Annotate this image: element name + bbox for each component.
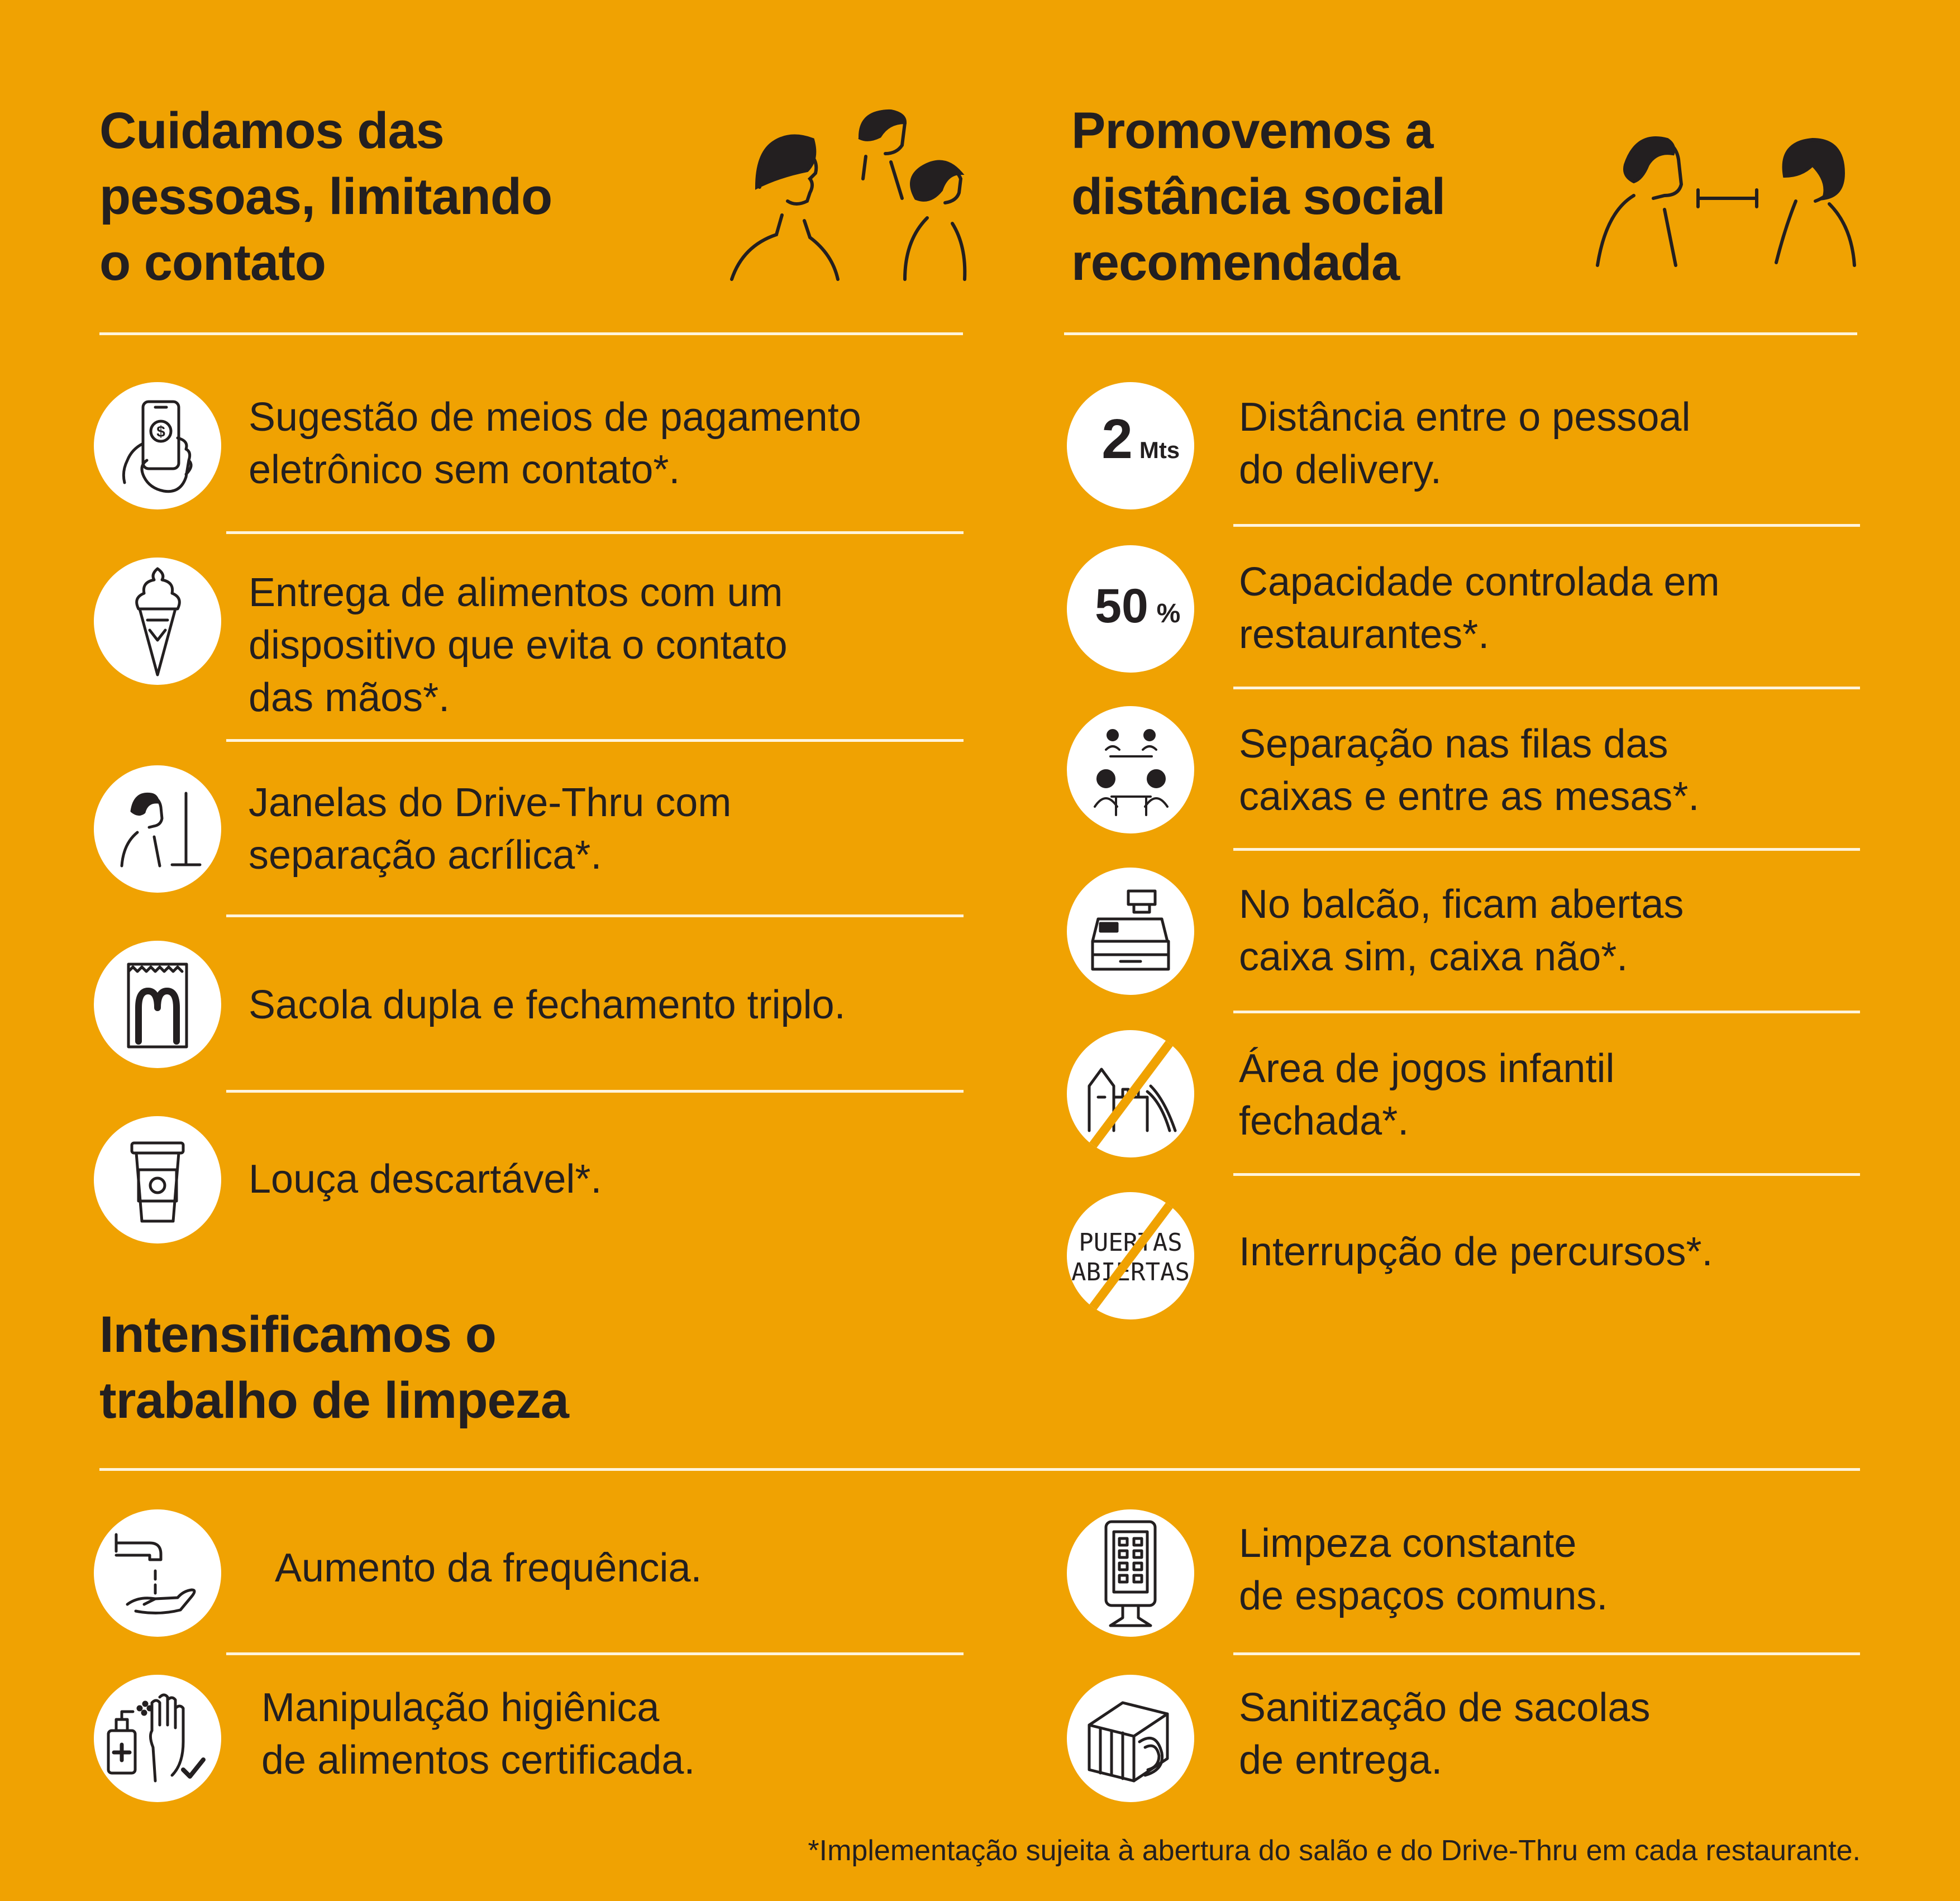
item-text: Interrupção de percursos*.	[1239, 1230, 1713, 1274]
heading-cleaning: Intensificamos o trabalho de limpeza	[99, 1306, 569, 1429]
divider	[1233, 1173, 1860, 1176]
svg-text:$: $	[156, 423, 165, 440]
two-meters-icon	[1067, 382, 1194, 509]
item-text: Separação nas filas das caixas e entre as mesas*.	[1239, 722, 1700, 819]
divider	[1233, 687, 1860, 689]
divider	[1233, 1652, 1860, 1655]
footnote: *Implementação sujeita à abertura do salão e do Drive-Thru em cada restaurante.	[808, 1835, 1861, 1867]
item-text: Distância entre o pessoal do delivery.	[1239, 395, 1691, 492]
divider	[226, 914, 964, 917]
icon-text: 50	[1095, 579, 1148, 633]
divider	[1233, 848, 1860, 851]
divider	[99, 1468, 1860, 1471]
icon-text: 2	[1101, 408, 1133, 470]
drive-thru-window-icon	[94, 765, 221, 893]
sanitizer-hand-icon	[94, 1675, 221, 1802]
divider	[1233, 524, 1860, 527]
item-text: Janelas do Drive-Thru com separação acrílica*.	[249, 780, 732, 878]
item-text: Manipulação higiênica de alimentos certificada.	[261, 1685, 695, 1783]
two-people-distance-icon	[1595, 131, 1857, 271]
three-people-icon	[726, 103, 972, 282]
item-text: Entrega de alimentos com um dispositivo que evita o contato das mãos*.	[249, 570, 788, 720]
puertas-abiertas-icon	[1067, 1192, 1194, 1319]
icon-text: ABIERTAS	[1071, 1258, 1190, 1287]
kiosk-icon	[1067, 1509, 1194, 1637]
item-text: No balcão, ficam abertas caixa sim, caixa não*.	[1239, 882, 1684, 979]
divider	[1064, 332, 1857, 335]
divider	[226, 739, 964, 742]
tables-people-icon	[1067, 706, 1194, 833]
item-text: Aumento da frequência.	[275, 1546, 702, 1590]
divider	[226, 531, 964, 534]
item-text: Capacidade controlada em restaurantes*.	[1239, 560, 1720, 657]
heading-contact: Cuidamos das pessoas, limitando o contato	[99, 102, 552, 291]
hand-washing-icon	[94, 1509, 221, 1637]
icon-unit: %	[1156, 599, 1181, 628]
ice-cream-cone-icon	[94, 558, 221, 685]
divider	[99, 332, 963, 335]
delivery-bags-icon	[1067, 1675, 1194, 1802]
cash-register-icon	[1067, 868, 1194, 995]
divider	[1233, 1011, 1860, 1013]
disposable-cup-icon	[94, 1116, 221, 1243]
item-text: Limpeza constante de espaços comuns.	[1239, 1521, 1608, 1618]
item-text: Sacola dupla e fechamento triplo.	[249, 983, 846, 1027]
heading-distance: Promovemos a distância social recomendada	[1071, 102, 1446, 291]
item-text: Sanitização de sacolas de entrega.	[1239, 1685, 1651, 1783]
paper-bag-icon	[94, 941, 221, 1068]
item-text: Sugestão de meios de pagamento eletrônico sem contato*.	[249, 395, 861, 492]
divider	[226, 1090, 964, 1093]
icon-text: PUERTAS	[1079, 1228, 1182, 1257]
item-text: Louça descartável*.	[249, 1157, 602, 1202]
phone-payment-icon	[94, 382, 221, 509]
icon-unit: Mts	[1139, 437, 1180, 463]
divider	[226, 1652, 964, 1655]
closed-playground-icon	[1067, 1030, 1194, 1157]
item-text: Área de jogos infantil fechada*.	[1239, 1046, 1615, 1144]
fifty-percent-icon	[1067, 545, 1194, 673]
